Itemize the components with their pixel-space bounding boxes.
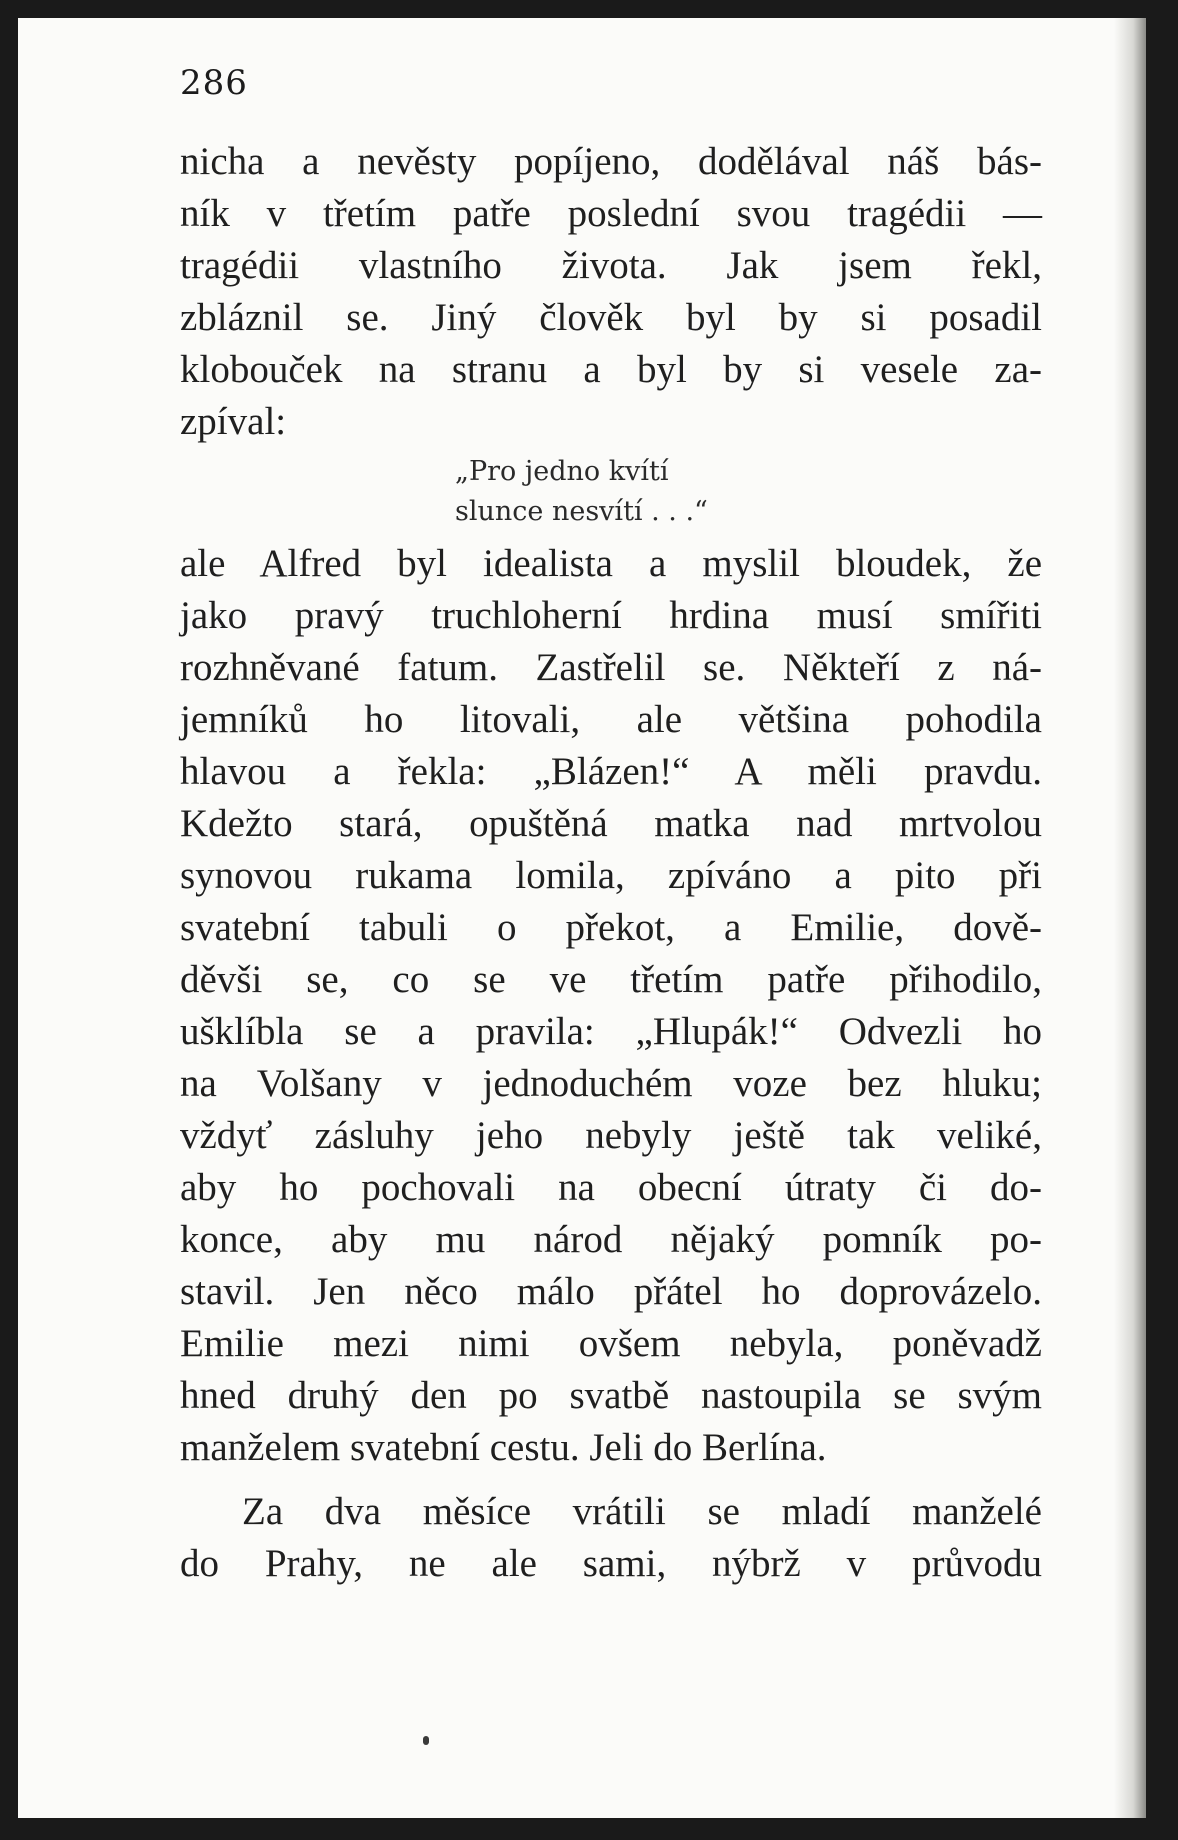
text-line: rozhněvané fatum. Zastřelil se. Někteří z ná-	[180, 646, 1042, 689]
text-line: ale Alfred byl idealista a myslil bloudek, že	[180, 542, 1042, 585]
text-line: děvši se, co se ve třetím patře přihodilo,	[180, 958, 1042, 1001]
text-line: hlavou a řekla: „Blázen!“ A měli pravdu.	[180, 750, 1042, 793]
text-line: na Volšany v jednoduchém voze bez hluku;	[180, 1062, 1042, 1105]
body-text	[180, 136, 1042, 1590]
text-line: manželem svatební cestu. Jeli do Berlína.	[180, 1426, 827, 1469]
text-line: tragédii vlastního života. Jak jsem řekl,	[180, 244, 1042, 287]
text-line: jemníků ho litovali, ale většina pohodila	[180, 698, 1042, 741]
text-line: Emilie mezi nimi ovšem nebyla, poněvadž	[180, 1322, 1042, 1365]
paragraph-1	[180, 136, 1042, 448]
text-line: ušklíbla se a pravila: „Hlupák!“ Odvezli ho	[180, 1010, 1042, 1053]
verse-line: slunce nesvítí . . .“	[455, 496, 708, 527]
text-line: jako pravý truchloherní hrdina musí smířiti	[180, 594, 1042, 637]
print-speck	[423, 1736, 429, 1745]
text-line: zbláznil se. Jiný člověk byl by si posadil	[180, 296, 1042, 339]
paragraph-2	[180, 538, 1042, 1474]
verse-quote	[455, 452, 1042, 532]
text-line: synovou rukama lomila, zpíváno a pito při	[180, 854, 1042, 897]
text-line: svatební tabuli o překot, a Emilie, dově-	[180, 906, 1042, 949]
text-line: ník v třetím patře poslední svou tragédii —	[180, 192, 1042, 235]
text-line: vždyť zásluhy jeho nebyly ještě tak veliké,	[180, 1114, 1042, 1157]
text-line: nicha a nevěsty popíjeno, dodělával náš bás-	[180, 140, 1042, 183]
paragraph-3	[180, 1486, 1042, 1590]
text-line: konce, aby mu národ nějaký pomník po-	[180, 1218, 1042, 1261]
text-line: Za dva měsíce vrátili se mladí manželé	[242, 1490, 1042, 1533]
text-line: zpíval:	[180, 400, 287, 443]
text-line: stavil. Jen něco málo přátel ho doprovázelo.	[180, 1270, 1042, 1313]
verse-line: „Pro jedno kvítí	[455, 456, 669, 487]
text-line: do Prahy, ne ale sami, nýbrž v průvodu	[180, 1542, 1042, 1585]
text-line: klobouček na stranu a byl by si vesele za-	[180, 348, 1042, 391]
book-page	[18, 18, 1146, 1818]
page-gutter-shadow	[1114, 18, 1146, 1818]
text-line: aby ho pochovali na obecní útraty či do-	[180, 1166, 1042, 1209]
text-line: hned druhý den po svatbě nastoupila se svým	[180, 1374, 1042, 1417]
page-number: 286	[180, 63, 248, 103]
text-line: Kdežto stará, opuštěná matka nad mrtvolou	[180, 802, 1042, 845]
